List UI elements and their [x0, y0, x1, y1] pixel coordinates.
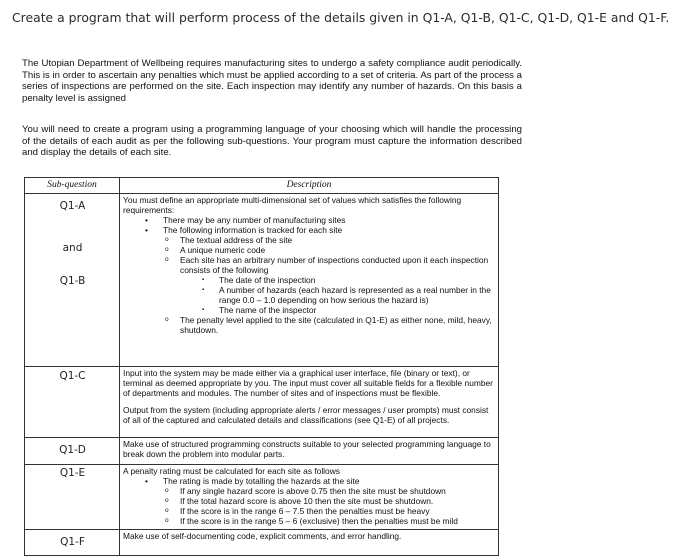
description-q1-a-b — [120, 194, 499, 367]
sub-question-cell-c — [25, 367, 120, 438]
sub-question-cell-e — [25, 465, 120, 530]
label-q1-d: Q1-D — [59, 444, 86, 456]
rowA-bullets — [123, 215, 495, 335]
label-and: and — [62, 242, 83, 254]
intro-paragraph-1: The Utopian Department of Wellbeing requires manufacturing sites to undergo a safety compliance audit periodically. This is in order to ascertain any penalties which must be applied according to a set of criteria. As part of the process a series of inspections are performed on the site. Each inspection may identify any number of hazards. On this basis a penalty level is assigned — [22, 58, 522, 104]
description-q1-c — [120, 367, 499, 438]
requirements-table — [24, 177, 499, 556]
list-item: ▪ A number of hazards (each hazard is represented as a real number in the range 0.0 – 1.0 depending on how serious the hazard is) — [219, 285, 495, 305]
label-q1-a: Q1-A — [59, 200, 86, 212]
list-item — [163, 476, 495, 526]
description-q1-d: Make use of structured programming constructs suitable to your selected programming language to break down the problem into modular parts. — [120, 438, 499, 465]
page-title: Create a program that will perform process of the details given in Q1-A, Q1-B, Q1-C, Q1-D, Q1-E and Q1-F. — [12, 10, 670, 25]
row-q1-e — [25, 465, 499, 530]
header-sub-question: Sub-question — [25, 178, 120, 194]
rowE-bullet-1: The rating is made by totalling the hazards at the site — [163, 476, 360, 486]
row-q1-d — [25, 438, 499, 465]
label-q1-e: Q1-E — [59, 467, 86, 479]
rowA-intro: You must define an appropriate multi-dimensional set of values which satisfies the following requirements: — [123, 195, 462, 215]
label-q1-b: Q1-B — [59, 275, 86, 287]
header-description: Description — [120, 178, 499, 194]
list-item: o A unique numeric code — [180, 245, 495, 255]
list-item — [180, 255, 495, 315]
description-q1-e — [120, 465, 499, 530]
rowE-rules — [163, 486, 495, 526]
sub-question-cell-a-b — [25, 194, 120, 367]
row-q1-f — [25, 530, 499, 556]
rowE-intro: A penalty rating must be calculated for each site as follows — [123, 466, 340, 476]
label-q1-f: Q1-F — [60, 536, 85, 548]
table-header-row — [25, 178, 499, 194]
list-item — [163, 225, 495, 335]
list-item: o If the total hazard score is above 10 then the site must be shutdown. — [180, 496, 495, 506]
row-q1-c — [25, 367, 499, 438]
list-item: o If the score is in the range 5 – 6 (exclusive) then the penalties must be mild — [180, 516, 495, 526]
list-item: ▪ The name of the inspector — [219, 305, 495, 315]
list-item: • There may be any number of manufacturing sites — [163, 215, 495, 225]
rowE-bullets — [123, 476, 495, 526]
list-item: o If any single hazard score is above 0.75 then the site must be shutdown — [180, 486, 495, 496]
sub-question-cell-f — [25, 530, 120, 556]
list-item: o The penalty level applied to the site (calculated in Q1-E) as either none, mild, heavy, shutdown. — [180, 315, 495, 335]
list-item: ▪ The date of the inspection — [219, 275, 495, 285]
rowA-sub-bullets — [163, 235, 495, 335]
intro-paragraph-2: You will need to create a program using a programming language of your choosing which will handle the processing of the details of each audit as per the following sub-questions. Your program must capture the information described and display the details of each site. — [22, 124, 522, 158]
list-item: o The textual address of the site — [180, 235, 495, 245]
rowC-input-text: Input into the system may be made either via a graphical user interface, file (binary or text), or terminal as deemed appropriate by you. The input must cover all suitable fields for a flexible number of departments and modules. The number of sites and of inspections must be flexible. — [123, 368, 493, 398]
rowC-output-text: Output from the system (including appropriate alerts / error messages / user prompts) must consist of all of the captured and calculated details and classifications (see Q1-E) of all projects. — [123, 405, 489, 425]
row-q1-a-b — [25, 194, 499, 367]
label-q1-c: Q1-C — [59, 370, 86, 382]
spacer — [123, 398, 495, 405]
description-q1-f: Make use of self-documenting code, explicit comments, and error handling. — [120, 530, 499, 556]
sub-question-cell-d — [25, 438, 120, 465]
rowA-sub-bullet-3: Each site has an arbitrary number of inspections conducted upon it each inspection consists of the following — [180, 255, 489, 275]
rowA-inspection-items — [180, 275, 495, 315]
list-item: o If the score is in the range 6 – 7.5 then the penalties must be heavy — [180, 506, 495, 516]
rowA-bullet-2: The following information is tracked for each site — [163, 225, 343, 235]
